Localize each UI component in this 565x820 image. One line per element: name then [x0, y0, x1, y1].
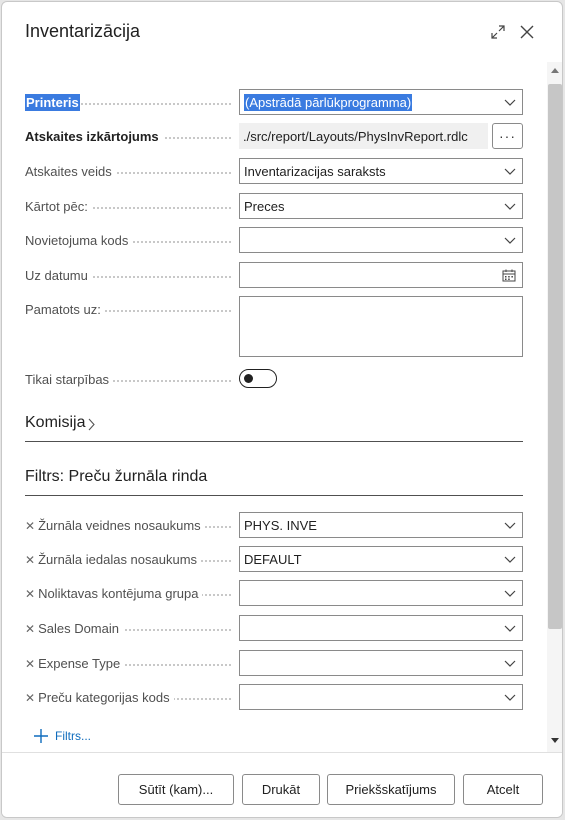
location-code-label: Novietojuma kods [25, 233, 132, 248]
add-filter-button[interactable] [33, 728, 91, 744]
close-icon[interactable] [515, 20, 539, 44]
to-date-label: Uz datumu [25, 268, 92, 283]
sort-by-value: Preces [244, 198, 285, 214]
chevron-right-icon [88, 418, 96, 431]
layout-label-wrap [25, 123, 231, 149]
chevron-down-icon [504, 97, 516, 107]
chevron-down-icon [504, 623, 516, 633]
printer-row [25, 89, 523, 115]
chevron-down-icon [504, 166, 516, 176]
report-request-dialog [1, 1, 563, 818]
printer-label: Printeris [26, 94, 79, 110]
filter-label-wrap [25, 615, 231, 641]
report-type-label-wrap [25, 158, 231, 184]
layout-label: Atskaites izkārtojums [25, 129, 163, 144]
filter-section-header [25, 468, 523, 496]
filter-label: Preču kategorijas kods [38, 689, 170, 705]
printer-value: (Apstrādā pārlūkprogramma) [245, 94, 412, 110]
remove-filter-icon[interactable]: ✕ [25, 621, 36, 636]
chevron-down-icon [504, 554, 516, 564]
based-on-label-wrap [25, 296, 231, 322]
remove-filter-icon[interactable]: ✕ [25, 518, 36, 533]
commission-section-header[interactable] [25, 414, 523, 442]
filter-label-wrap [25, 684, 231, 710]
only-differences-row [25, 366, 523, 392]
filter-label: Žurnāla iedalas nosaukums [38, 551, 198, 567]
scroll-down-icon[interactable] [551, 738, 559, 743]
location-code-row [25, 227, 523, 253]
chevron-down-icon [504, 588, 516, 598]
filter-label-wrap [25, 580, 231, 606]
print-button[interactable]: Drukāt [242, 774, 320, 805]
to-date-label-wrap [25, 262, 231, 288]
chevron-down-icon [504, 658, 516, 668]
sort-by-label-wrap [25, 193, 231, 219]
filter-label-wrap [25, 512, 231, 538]
dialog-title: Inventarizācija [25, 21, 141, 41]
filter-select[interactable] [239, 512, 523, 538]
report-type-label: Atskaites veids [25, 164, 116, 179]
to-date-row [25, 262, 523, 288]
chevron-down-icon [504, 692, 516, 702]
filter-select[interactable] [239, 580, 523, 606]
only-differences-label: Tikai starpības [25, 372, 113, 387]
printer-label-wrap [25, 89, 231, 115]
filter-value: DEFAULT [244, 551, 302, 567]
scroll-up-icon[interactable] [551, 68, 559, 73]
sort-by-row [25, 193, 523, 219]
filter-row [25, 684, 523, 710]
cancel-button[interactable]: Atcelt [463, 774, 543, 805]
vertical-scrollbar[interactable] [547, 62, 563, 752]
remove-filter-icon[interactable]: ✕ [25, 656, 36, 671]
scrollbar-thumb[interactable] [548, 84, 562, 629]
expand-icon[interactable] [486, 20, 510, 44]
filter-value: PHYS. INVE [244, 517, 317, 533]
sort-by-select[interactable] [239, 193, 523, 219]
location-code-label-wrap [25, 227, 231, 253]
filter-label: Noliktavas kontējuma grupa [38, 585, 199, 601]
filter-row [25, 546, 523, 572]
chevron-down-icon [504, 201, 516, 211]
filter-label-wrap [25, 650, 231, 676]
preview-button[interactable]: Priekšskatījums [327, 774, 455, 805]
filter-title: Filtrs: Preču žurnāla rinda [25, 468, 208, 485]
report-type-select[interactable] [239, 158, 523, 184]
printer-select[interactable] [239, 89, 523, 115]
layout-row [25, 123, 523, 149]
report-type-row [25, 158, 523, 184]
layout-lookup-button[interactable]: ··· [492, 123, 523, 149]
remove-filter-icon[interactable]: ✕ [25, 586, 36, 601]
filter-row [25, 615, 523, 641]
remove-filter-icon[interactable]: ✕ [25, 690, 36, 705]
chevron-down-icon [504, 235, 516, 245]
dialog-content [2, 62, 547, 752]
only-differences-toggle[interactable] [239, 369, 277, 388]
commission-title: Komisija [25, 414, 86, 431]
chevron-down-icon [504, 520, 516, 530]
remove-filter-icon[interactable]: ✕ [25, 552, 36, 567]
filter-select[interactable] [239, 546, 523, 572]
based-on-row [25, 296, 523, 357]
filter-label: Expense Type [38, 655, 121, 671]
only-differences-label-wrap [25, 366, 231, 392]
filter-select[interactable] [239, 684, 523, 710]
based-on-textarea[interactable] [239, 296, 523, 357]
based-on-label: Pamatots uz: [25, 302, 105, 317]
filter-label: Sales Domain [38, 620, 119, 636]
filter-row [25, 512, 523, 538]
add-filter-label: Filtrs... [55, 729, 91, 743]
toggle-knob [244, 374, 253, 383]
plus-icon [33, 728, 49, 744]
to-date-input[interactable] [239, 262, 523, 288]
layout-field: ./src/report/Layouts/PhysInvReport.rdlc [239, 123, 488, 149]
filter-label-wrap [25, 546, 231, 572]
send-to-button[interactable]: Sūtīt (kam)... [118, 774, 234, 805]
location-code-select[interactable] [239, 227, 523, 253]
calendar-icon[interactable] [502, 269, 516, 282]
filter-row [25, 580, 523, 606]
dialog-footer [2, 752, 563, 818]
filter-row [25, 650, 523, 676]
report-type-value: Inventarizacijas saraksts [244, 163, 386, 179]
filter-select[interactable] [239, 615, 523, 641]
filter-label: Žurnāla veidnes nosaukums [38, 517, 201, 533]
filter-select[interactable] [239, 650, 523, 676]
sort-by-label: Kārtot pēc: [25, 199, 92, 214]
